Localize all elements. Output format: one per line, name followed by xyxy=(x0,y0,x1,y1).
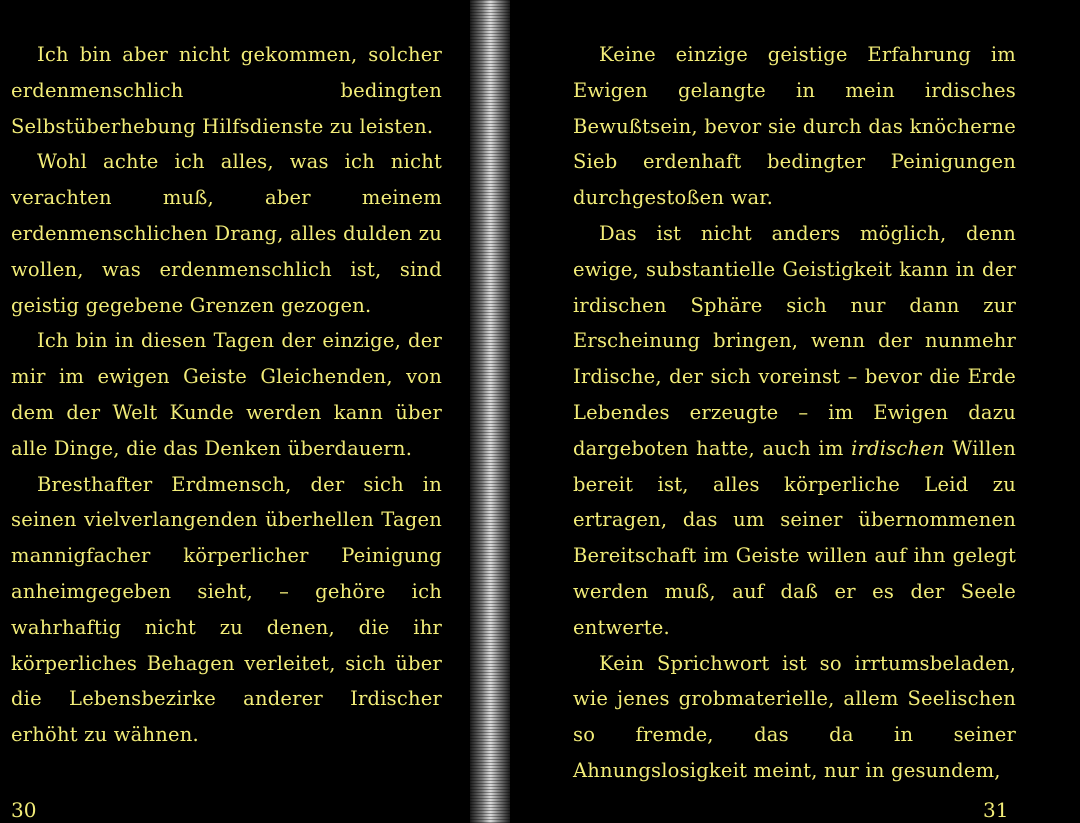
paragraph xyxy=(573,216,1016,646)
paragraph: Wohl achte ich alles, was ich nicht verachten muß, aber meinem erdenmenschlichen Drang, alles dulden zu wollen, was erdenmenschlich ist, sind geistig gegebene Grenzen gezogen. xyxy=(11,150,442,317)
paragraph: Kein Sprichwort ist so irrtumsbeladen, wie jenes grobmaterielle, allem Seelischen so fremde, das da in seiner Ahnungslosigkeit meint, nur in gesundem, xyxy=(573,651,1016,782)
page-number-right: 31 xyxy=(983,798,1009,822)
paragraph: Keine einzige geistige Erfahrung im Ewigen gelangte in mein irdisches Bewußtsein, bevor sie durch das knöcherne Sieb erdenhaft bedingter Peinigungen durchgestoßen war. xyxy=(573,43,1016,210)
paragraph: Ich bin in diesen Tagen der einzige, der mir im ewigen Geiste Gleichenden, von dem der Welt Kunde werden kann über alle Dinge, die das Denken überdauern. xyxy=(11,329,442,460)
left-page xyxy=(0,0,470,823)
paragraph: Bresthafter Erdmensch, der sich in seinen vielverlangenden überhellen Tagen mannigfacher körperlicher Peinigung anheimgegeben sieht, – gehöre ich wahrhaftig nicht zu denen, die ihr körperliches Behagen verleitet, sich über die Lebensbezirke anderer Irdischer erhöht zu wähnen. xyxy=(11,472,442,747)
paragraph-text: Das ist nicht anders möglich, denn ewige, substantielle Geistigkeit kann in der irdischen Sphäre sich nur dann zur Erscheinung bringen, wenn der nunmehr Irdische, der sich voreinst – bevor die Erde Lebendes erzeugte – im Ewigen dazu dargeboten hatte, auch im xyxy=(573,221,1016,460)
paragraph: Ich bin aber nicht gekommen, solcher erdenmenschlich bedingten Selbstüberhebung Hilfsdienste zu leisten. xyxy=(11,43,442,138)
left-page-text xyxy=(11,37,442,753)
page-number-left: 30 xyxy=(11,798,37,822)
right-page-text xyxy=(573,37,1016,789)
paragraph-text: Willen bereit ist, alles körperliche Leid zu ertragen, das um seiner übernommenen Bereitschaft im Geiste willen auf ihn gelegt werden muß, auf daß er es der Seele entwerte. xyxy=(573,436,1017,639)
right-page xyxy=(510,0,1080,823)
book-gutter xyxy=(470,0,510,823)
emphasized-word: irdischen xyxy=(851,436,945,460)
